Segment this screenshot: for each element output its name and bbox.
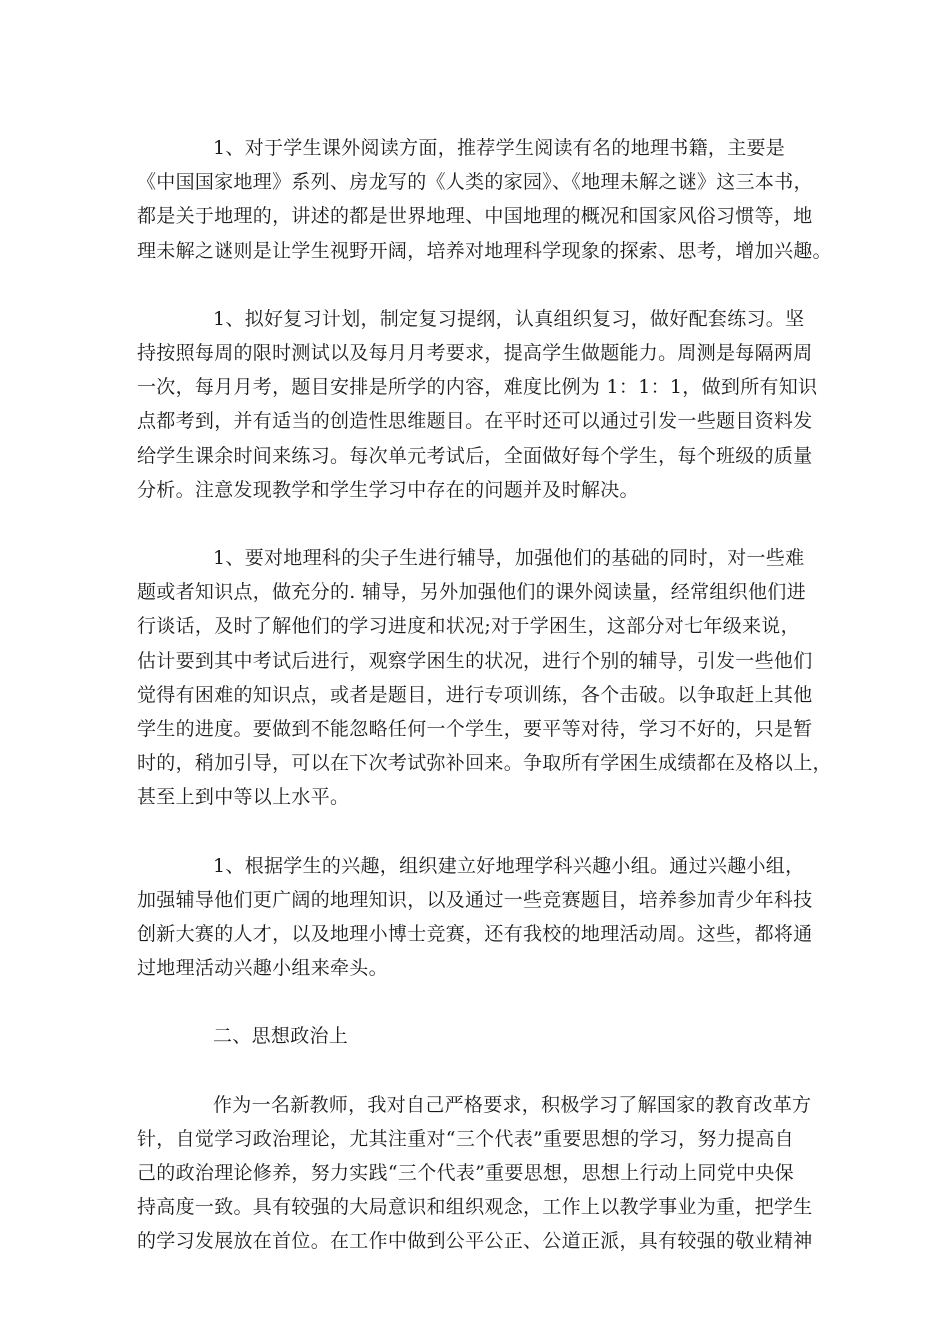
text-line: 时的，稍加引导，可以在下次考试弥补回来。争取所有学困生成绩都在及格以上，	[137, 752, 832, 775]
paragraph-review-plan	[137, 302, 820, 507]
text-line: 一次，每月月考，题目安排是所学的内容，难度比例为 1：1：1，做到所有知识	[137, 376, 818, 399]
text-line: 行谈话，及时了解他们的学习进度和状况;对于学困生，这部分对七年级来说，	[137, 615, 800, 638]
text-line: 1、对于学生课外阅读方面，推荐学生阅读有名的地理书籍，主要是	[213, 137, 786, 159]
text-line: 点都考到，并有适当的创造性思维题目。在平时还可以通过引发一些题目资料发	[137, 410, 813, 433]
section-heading-politics	[137, 1019, 820, 1053]
text-line: 1、拟好复习计划，制定复习提纲，认真组织复习，做好配套练习。坚	[213, 307, 805, 330]
text-line: 作为一名新教师，我对自己严格要求，积极学习了解国家的教育改革方	[213, 1093, 812, 1116]
text-line: 的学习发展放在首位。在工作中做到公平公正、公道正派，具有较强的敬业精神	[137, 1230, 813, 1253]
text-line: 针，自觉学习政治理论，尤其注重对“三个代表”重要思想的学习，努力提高自	[137, 1127, 794, 1150]
text-line: 甚至上到中等以上水平。	[137, 786, 350, 809]
text-line: 持按照每周的限时测试以及每月月考要求，提高学生做题能力。周测是每隔两周	[137, 342, 813, 365]
text-line: 《中国国家地理》系列、房龙写的《人类的家园》、《地理未解之谜》这三本书，	[137, 171, 813, 194]
paragraph-tutoring	[137, 541, 832, 815]
text-line: 理未解之谜则是让学生视野开阔，培养对地理科学现象的探索、思考，增加兴趣。	[137, 239, 832, 262]
paragraph-extracurricular-reading	[137, 131, 832, 268]
document-body	[137, 131, 832, 1293]
text-line: 题或者知识点，做充分的. 辅导，另外加强他们的课外阅读量，经常组织他们进	[137, 581, 806, 604]
text-line: 过地理活动兴趣小组来牵头。	[137, 957, 388, 980]
text-line: 都是关于地理的，讲述的都是世界地理、中国地理的概况和国家风俗习惯等，地	[137, 205, 813, 228]
text-line: 1、根据学生的兴趣，组织建立好地理学科兴趣小组。通过兴趣小组，	[213, 854, 805, 877]
text-line: 学生的进度。要做到不能忽略任何一个学生，要平等对待，学习不好的，只是暂	[137, 718, 813, 741]
text-line: 加强辅导他们更广阔的地理知识，以及通过一些竞赛题目，培养参加青少年科技	[137, 888, 813, 911]
text-line: 估计要到其中考试后进行，观察学困生的状况，进行个别的辅导，引发一些他们	[137, 649, 813, 672]
text-line: 己的政治理论修养，努力实践“三个代表”重要思想，思想上行动上同党中央保	[137, 1162, 794, 1185]
text-line: 持高度一致。具有较强的大局意识和组织观念，工作上以教学事业为重，把学生	[137, 1196, 813, 1219]
text-line: 1、要对地理科的尖子生进行辅导，加强他们的基础的同时，对一些难	[213, 547, 805, 570]
text-line: 给学生课余时间来练习。每次单元考试后，全面做好每个学生，每个班级的质量	[137, 444, 813, 467]
text-line: 创新大赛的人才，以及地理小博士竞赛，还有我校的地理活动周。这些，都将通	[137, 923, 813, 946]
paragraph-interest-group	[137, 849, 820, 986]
text-line: 分析。注意发现教学和学生学习中存在的问题并及时解决。	[137, 478, 639, 501]
paragraph-political-thought	[137, 1088, 820, 1259]
text-line: 觉得有困难的知识点，或者是题目，进行专项训练，各个击破。以争取赶上其他	[137, 683, 813, 706]
section-heading-text: 二、思想政治上	[213, 1025, 349, 1048]
